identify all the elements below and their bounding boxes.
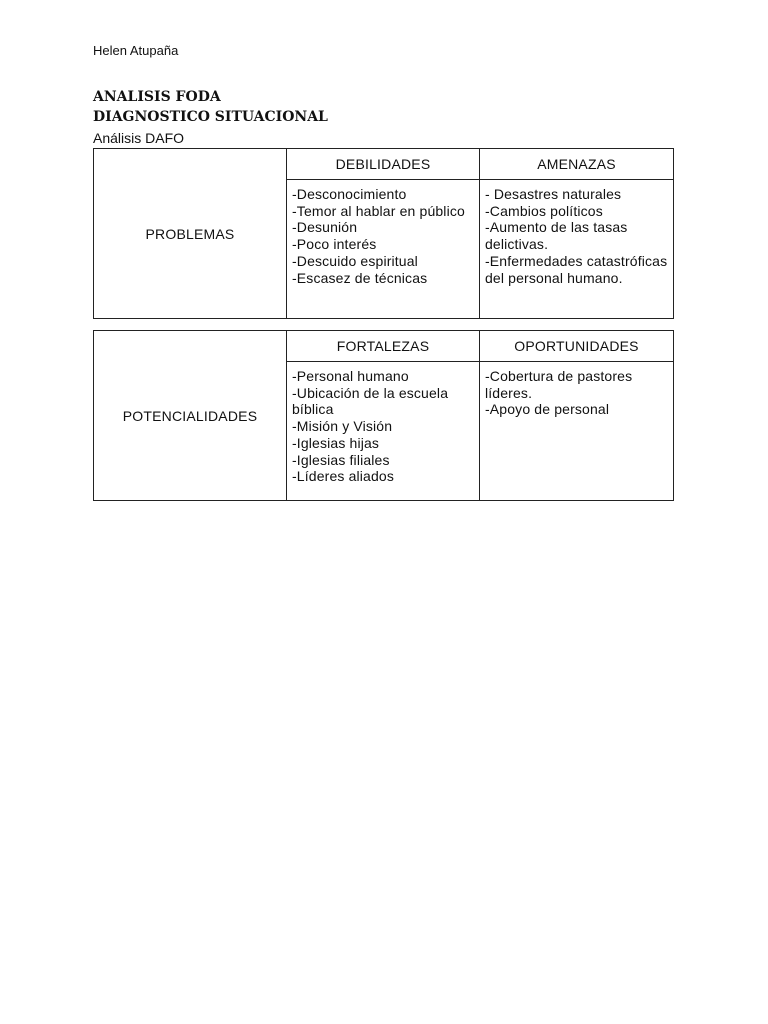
fortalezas-list: [292, 368, 474, 485]
list-item: -Cambios políticos: [485, 202, 603, 219]
potencialidades-row-label: POTENCIALIDADES: [94, 331, 287, 501]
debilidades-list: [292, 186, 474, 286]
amenazas-list: [485, 186, 668, 286]
list-item: -Aumento de las tasas delictivas.: [485, 219, 628, 253]
potencialidades-table: [93, 330, 674, 501]
list-item: -Personal humano: [292, 368, 409, 384]
list-item: -Misión y Visión: [292, 418, 393, 435]
oportunidades-header: OPORTUNIDADES: [480, 331, 674, 362]
list-item: -Escasez de técnicas: [292, 269, 428, 286]
author-name: Helen Atupaña: [93, 43, 179, 58]
list-item: -Iglesias hijas: [292, 434, 380, 451]
fortalezas-cell: [287, 362, 480, 501]
list-item: -Enfermedades catastróficas del personal humano.: [485, 252, 668, 286]
amenazas-cell: [480, 180, 674, 319]
list-item: -Temor al hablar en público: [292, 202, 465, 219]
list-item: -Desunión: [292, 219, 358, 236]
fortalezas-header: FORTALEZAS: [287, 331, 480, 362]
debilidades-header: DEBILIDADES: [287, 149, 480, 180]
potencialidades-header-row: [94, 331, 674, 362]
list-item: -Líderes aliados: [292, 468, 395, 485]
oportunidades-list: [485, 368, 668, 418]
list-item: -Ubicación de la escuela bíblica: [292, 384, 449, 418]
oportunidades-cell: [480, 362, 674, 501]
problemas-header-row: [94, 149, 674, 180]
list-item: -Poco interés: [292, 236, 377, 253]
list-item: -Iglesias filiales: [292, 451, 390, 468]
amenazas-header: AMENAZAS: [480, 149, 674, 180]
section-label: Análisis DAFO: [93, 130, 185, 146]
document-title: ANALISIS FODA: [93, 89, 221, 105]
problemas-row-label: PROBLEMAS: [94, 149, 287, 319]
list-item: - Desastres naturales: [485, 186, 622, 202]
debilidades-cell: [287, 180, 480, 319]
problemas-table: [93, 148, 674, 319]
document-subtitle-heading: DIAGNOSTICO SITUACIONAL: [93, 109, 328, 125]
list-item: -Desconocimiento: [292, 186, 407, 202]
list-item: -Cobertura de pastores líderes.: [485, 368, 633, 401]
list-item: -Descuido espiritual: [292, 252, 418, 269]
list-item: -Apoyo de personal: [485, 401, 610, 418]
